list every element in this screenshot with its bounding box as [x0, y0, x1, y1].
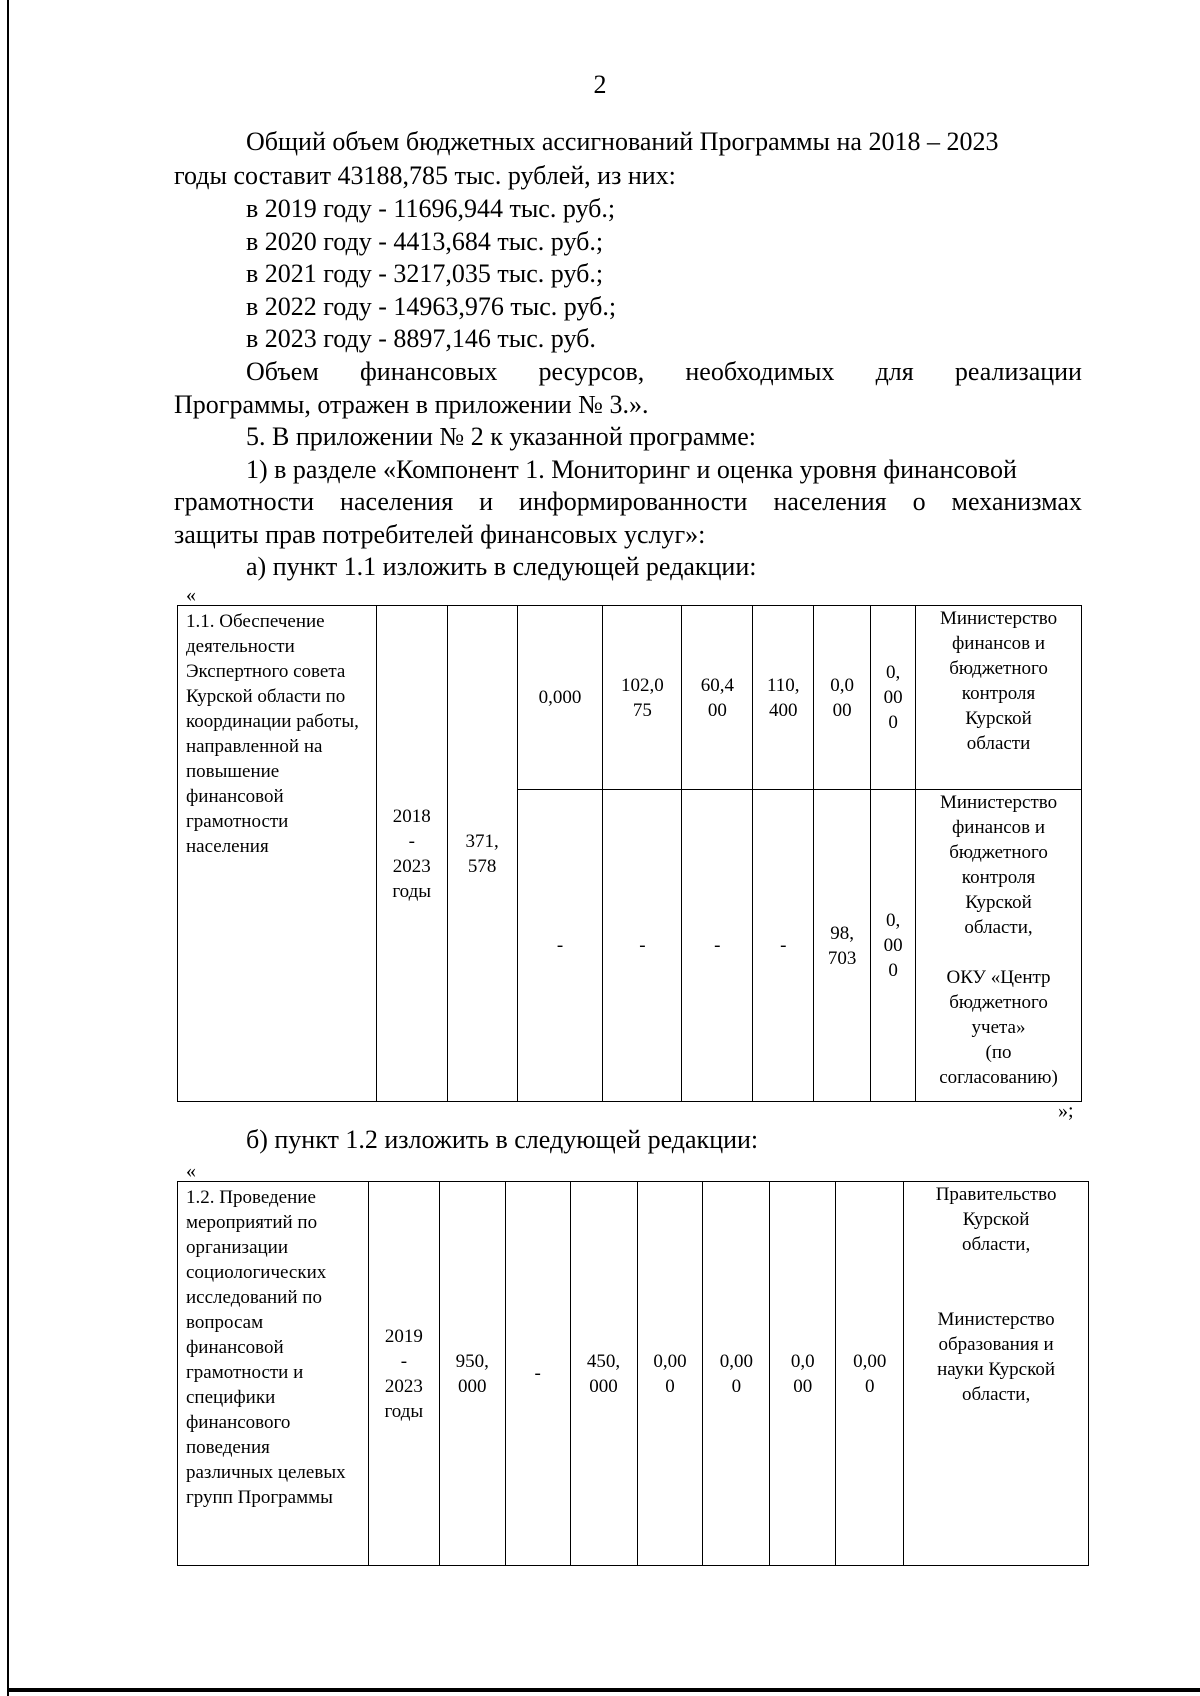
close-quote-1: »;	[1058, 1100, 1074, 1122]
word: и	[479, 487, 494, 516]
word: о	[912, 487, 926, 516]
value-cell: -	[505, 1182, 570, 1566]
paragraph-2-line-1	[246, 356, 1082, 388]
executor-cell: Министерство финансов и бюджетного контроля Курской области, ОКУ «Центр бюджетного учета» (по согласованию)	[916, 790, 1082, 1102]
word: населения	[340, 487, 454, 516]
word: механизмах	[951, 487, 1082, 516]
value-cell: -	[682, 790, 753, 1102]
paragraph-1-line-2: годы составит 43188,785 тыс. рублей, из них:	[174, 161, 676, 190]
amount-2023: в 2023 году - 8897,146 тыс. руб.	[246, 324, 596, 353]
value-cell: 102,0 75	[603, 606, 682, 790]
word: финансовых	[359, 357, 498, 386]
executor-cell: Министерство финансов и бюджетного контроля Курской области	[916, 606, 1082, 790]
item-name-cell: 1.1. Обеспечение деятельности Экспертного совета Курской области по координации работы, направленной на повышение финансовой грамотности населения	[178, 606, 377, 1102]
word: ресурсов,	[538, 357, 645, 386]
total-cell: 371, 578	[447, 606, 517, 1102]
word: для	[875, 357, 914, 386]
total-cell: 950, 000	[439, 1182, 505, 1566]
value-cell: 98, 703	[814, 790, 871, 1102]
word: Объем	[246, 357, 319, 386]
paragraph-5: а) пункт 1.1 изложить в следующей редакции:	[246, 552, 757, 581]
period-cell: 2018 - 2023 годы	[376, 606, 447, 1102]
value-cell: 0,0 00	[770, 1182, 836, 1566]
value-cell: 0, 00 0	[871, 790, 916, 1102]
amount-2021: в 2021 году - 3217,035 тыс. руб.;	[246, 259, 604, 288]
value-cell: 0, 00 0	[871, 606, 916, 790]
paragraph-1-line-1: Общий объем бюджетных ассигнований Программы на 2018 – 2023	[246, 127, 999, 156]
open-quote-2: «	[186, 1160, 196, 1182]
value-cell: 0,00 0	[836, 1182, 904, 1566]
value-cell: 110, 400	[753, 606, 814, 790]
word: реализации	[954, 357, 1082, 386]
value-cell: 450, 000	[570, 1182, 637, 1566]
page-number: 2	[593, 70, 607, 99]
item-name-cell: 1.2. Проведение мероприятий по организации социологических исследований по вопросам финансовой грамотности и специфики финансового поведения различных целевых групп Программы	[178, 1182, 369, 1566]
paragraph-4-line-3: защиты прав потребителей финансовых услуг»:	[174, 520, 706, 549]
value-cell: 0,0 00	[814, 606, 871, 790]
paragraph-2-line-2: Программы, отражен в приложении № 3.».	[174, 390, 649, 419]
amount-2020: в 2020 году - 4413,684 тыс. руб.;	[246, 227, 604, 256]
value-cell: 60,4 00	[682, 606, 753, 790]
paragraph-4-line-2	[174, 486, 1082, 518]
amount-2019: в 2019 году - 11696,944 тыс. руб.;	[246, 194, 616, 223]
value-cell: -	[517, 790, 603, 1102]
table-item-1-2	[177, 1181, 1089, 1566]
period-cell: 2019 - 2023 годы	[368, 1182, 439, 1566]
paragraph-6: б) пункт 1.2 изложить в следующей редакции:	[246, 1125, 759, 1154]
word: информированности	[519, 487, 748, 516]
value-cell: 0,00 0	[703, 1182, 770, 1566]
value-cell: 0,000	[517, 606, 603, 790]
word: грамотности	[174, 487, 315, 516]
table-item-1-1	[177, 605, 1082, 1102]
page-frame-left	[7, 0, 9, 1696]
word: необходимых	[685, 357, 835, 386]
value-cell: -	[603, 790, 682, 1102]
word: населения	[773, 487, 887, 516]
executor-cell: Правительство Курской области, Министерство образования и науки Курской области,	[904, 1182, 1089, 1566]
open-quote-1: «	[186, 584, 196, 606]
value-cell: 0,00 0	[637, 1182, 703, 1566]
paragraph-4-line-1: 1) в разделе «Компонент 1. Мониторинг и оценка уровня финансовой	[246, 455, 1017, 484]
page-frame-bottom	[7, 1688, 1200, 1692]
amount-2022: в 2022 году - 14963,976 тыс. руб.;	[246, 292, 617, 321]
paragraph-3: 5. В приложении № 2 к указанной программе:	[246, 422, 756, 451]
value-cell: -	[753, 790, 814, 1102]
